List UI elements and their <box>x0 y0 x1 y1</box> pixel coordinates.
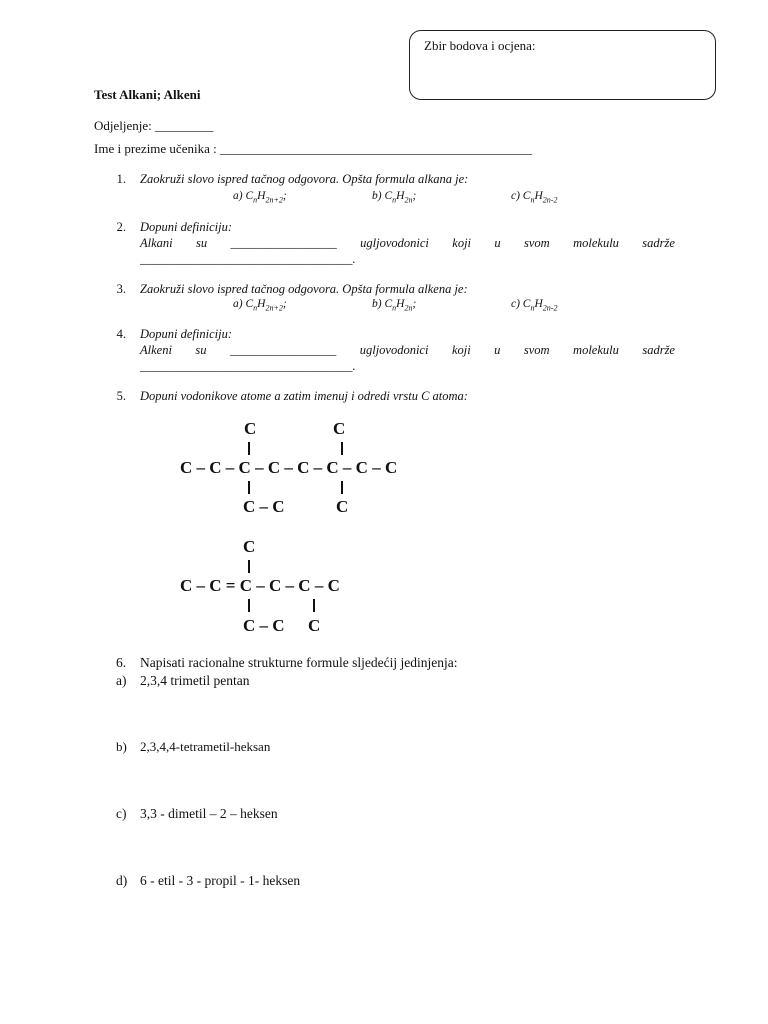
q3-number: 3. <box>116 282 126 296</box>
q5-number: 5. <box>116 389 126 403</box>
struct2-bond-bottom-right <box>313 599 315 612</box>
q4-answer-line: __________________________________. <box>140 359 356 373</box>
q6-item-a-label: a) <box>116 673 127 688</box>
struct2-main-chain: C – C = C – C – C – C <box>180 576 340 595</box>
struct1-bond-top-left <box>248 442 250 455</box>
struct1-top-right: C <box>333 419 346 438</box>
name-line: Ime i prezime učenika : ________________________________________________ <box>94 141 532 156</box>
q6-item-d-label: d) <box>116 873 128 888</box>
class-line: Odjeljenje: _________ <box>94 118 214 133</box>
score-box-label: Zbir bodova i ocjena: <box>424 38 536 53</box>
page-title: Test Alkani; Alkeni <box>94 87 201 102</box>
q6-item-b-label: b) <box>116 739 127 754</box>
struct2-top: C <box>243 537 256 556</box>
q1-option-a: a) $C_nH_{2n+2}$; <box>233 190 287 205</box>
struct1-bond-bottom-right <box>341 481 343 494</box>
q6-item-a-text: 2,3,4 trimetil pentan <box>140 673 250 688</box>
score-box <box>409 30 716 100</box>
struct2-bond-bottom-left <box>248 599 250 612</box>
q4-text: Dopuni definiciju: <box>140 327 232 341</box>
struct2-bond-top <box>248 560 250 573</box>
q5-text: Dopuni vodonikove atome a zatim imenuj i odredi vrstu C atoma: <box>140 389 468 403</box>
struct1-bottom-right: C <box>336 497 349 516</box>
q6-item-b-text: 2,3,4,4-tetrametil-heksan <box>140 739 271 754</box>
q3-text: Zaokruži slovo ispred tačnog odgovora. Opšta formula alkena je: <box>140 282 468 296</box>
q6-item-c-text: 3,3 - dimetil – 2 – heksen <box>140 806 278 821</box>
q6-text: Napisati racionalne strukturne formule sljedećij jedinjenja: <box>140 655 458 670</box>
q2-definition-line: Alkani su _________________ ugljovodonici koji u svom molekulu sadrže <box>140 236 675 250</box>
struct1-main-chain: C – C – C – C – C – C – C – C <box>180 458 398 477</box>
q3-option-b: b) $C_nH_{2n}$; <box>372 298 417 313</box>
q4-definition-line: Alkeni su _________________ ugljovodonici koji u svom molekulu sadrže <box>140 343 675 357</box>
q2-text: Dopuni definiciju: <box>140 220 232 234</box>
q6-item-d-text: 6 - etil - 3 - propil - 1- heksen <box>140 873 301 888</box>
q2-answer-line: __________________________________. <box>140 252 356 266</box>
q3-option-c: c) $C_nH_{2n-2}$ <box>511 298 558 313</box>
q4-number: 4. <box>116 327 126 341</box>
q6-item-c-label: c) <box>116 806 127 821</box>
struct1-bond-bottom-left <box>248 481 250 494</box>
struct1-top-left: C <box>244 419 257 438</box>
struct2-bottom-right: C <box>308 616 321 635</box>
struct1-bond-top-right <box>341 442 343 455</box>
q1-number: 1. <box>116 172 126 186</box>
q1-option-b: b) $C_nH_{2n}$; <box>372 190 417 205</box>
struct1-bottom-left: C – C <box>243 497 285 516</box>
q1-text: Zaokruži slovo ispred tačnog odgovora. Opšta formula alkana je: <box>140 172 469 186</box>
q3-option-a: a) $C_nH_{2n+2}$; <box>233 298 287 313</box>
q1-option-c: c) $C_nH_{2n-2}$ <box>511 190 558 205</box>
struct2-bottom-left: C – C <box>243 616 285 635</box>
q2-number: 2. <box>116 220 126 234</box>
q6-number: 6. <box>116 655 127 670</box>
